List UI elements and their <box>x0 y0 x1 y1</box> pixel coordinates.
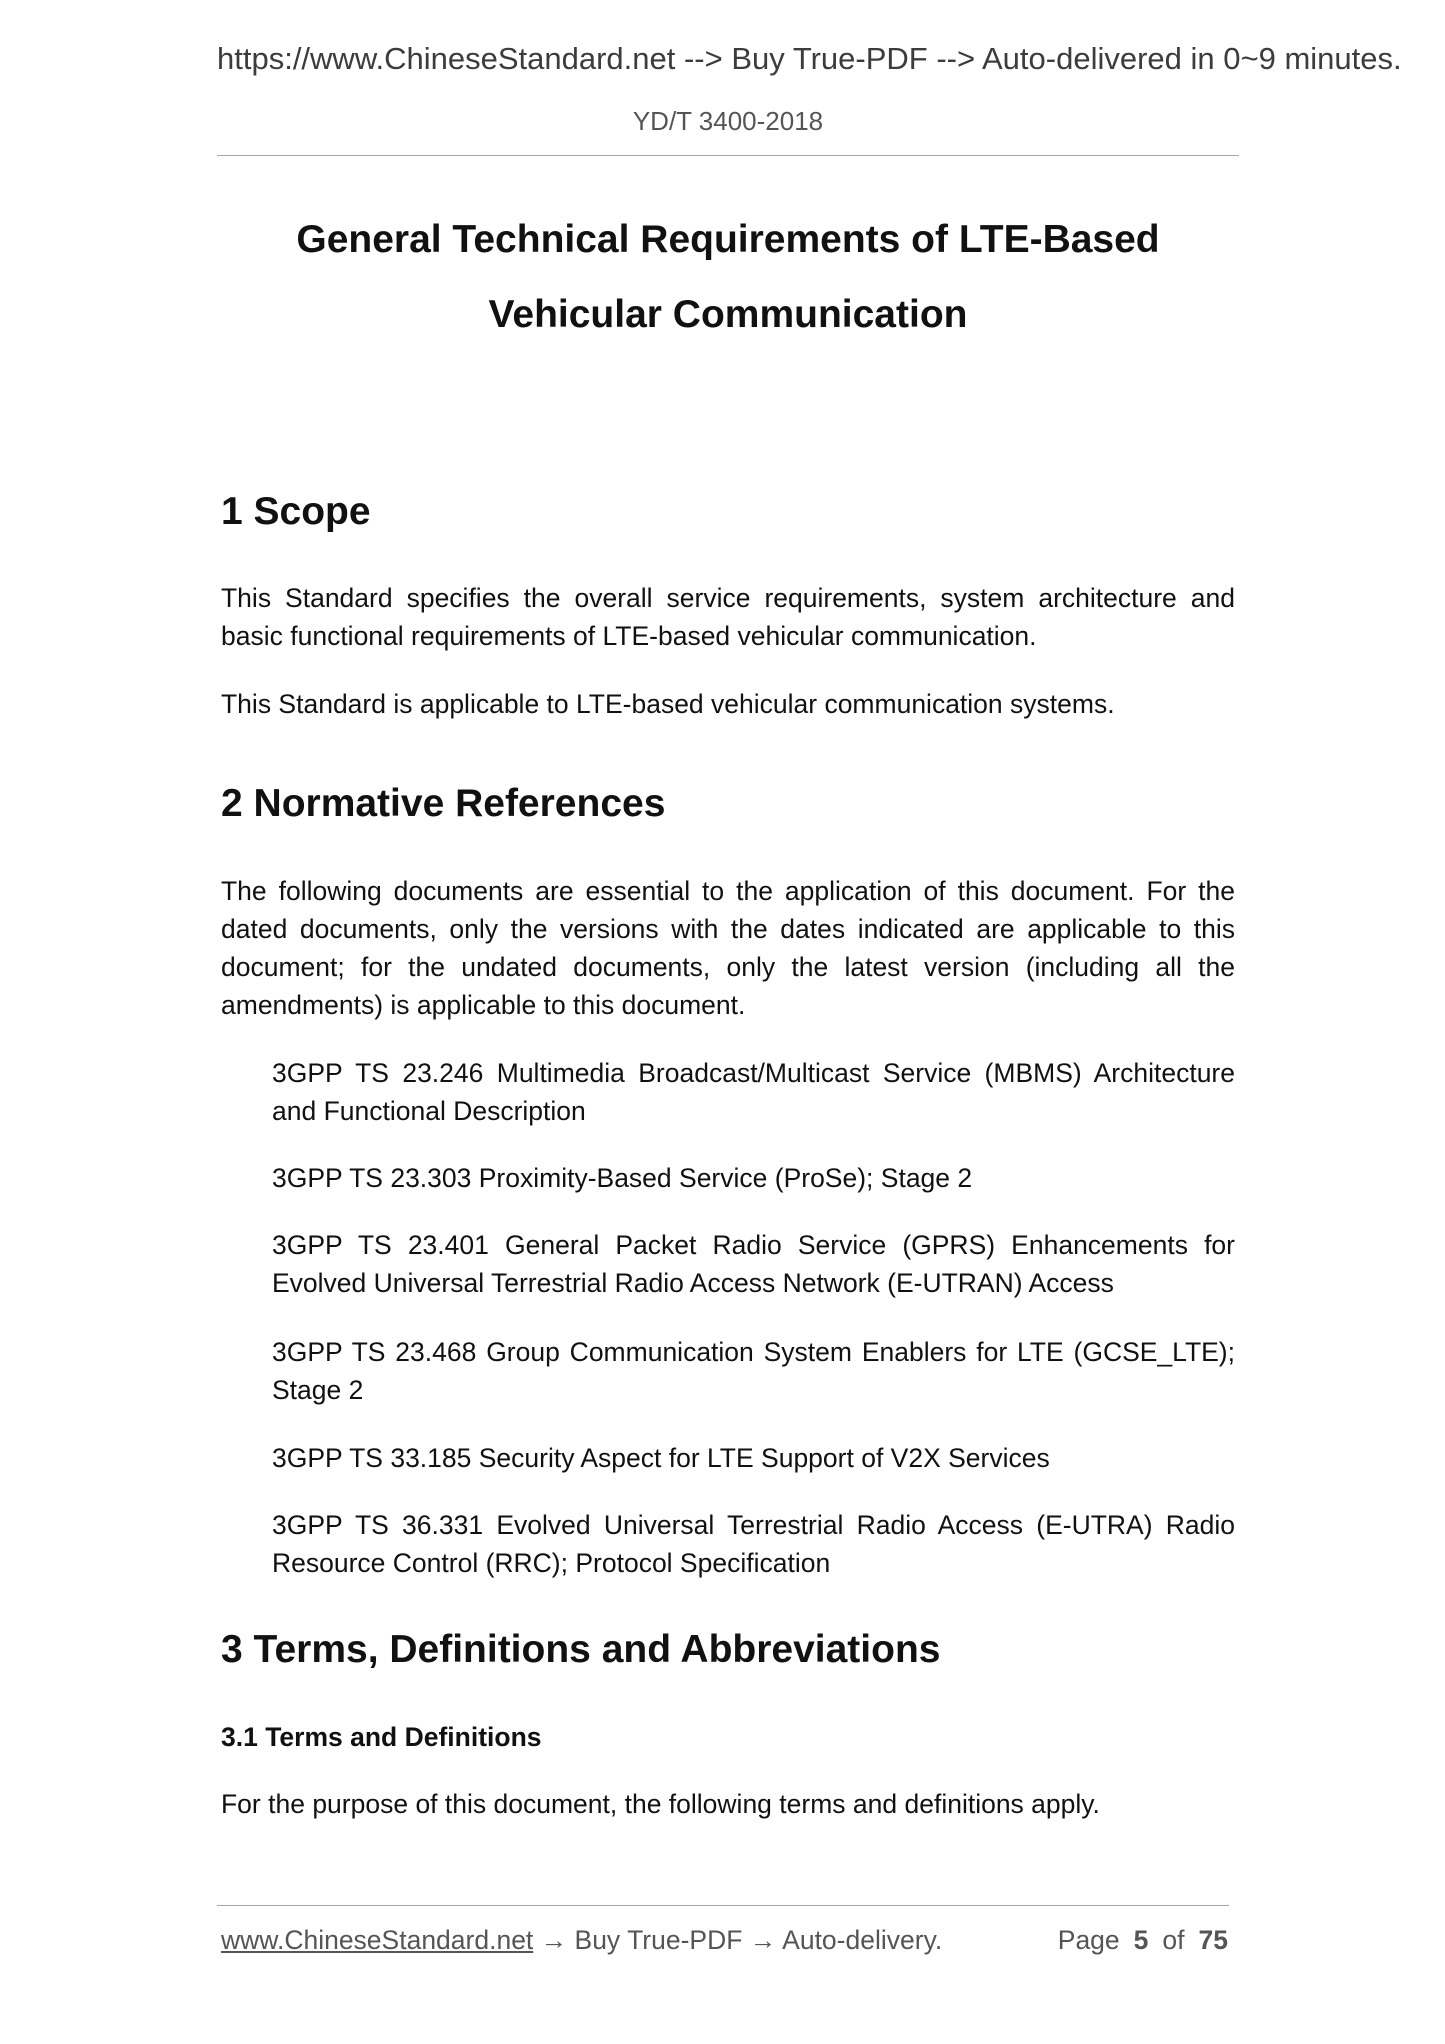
reference-item: 3GPP TS 23.303 Proximity-Based Service (ProSe); Stage 2 <box>272 1163 973 1193</box>
section-heading-normative-references: 2 Normative References <box>221 782 666 825</box>
scope-paragraph: This Standard specifies the overall service requirements, system architecture and basic functional requirements of LTE-based vehicular communication. <box>221 583 1235 651</box>
reference-item: 3GPP TS 23.468 Group Communication System Enablers for LTE (GCSE_LTE); Stage 2 <box>272 1337 1235 1405</box>
footer-promo <box>221 1923 942 1957</box>
page-of-label: of <box>1162 1925 1185 1955</box>
document-title-line-2: Vehicular Communication <box>488 293 968 336</box>
footer-site-link[interactable]: www.ChineseStandard.net <box>221 1925 534 1955</box>
section-heading-terms: 3 Terms, Definitions and Abbreviations <box>221 1628 941 1671</box>
header-rule <box>217 155 1239 156</box>
reference-item: 3GPP TS 23.401 General Packet Radio Service (GPRS) Enhancements for Evolved Universal Terrestrial Radio Access Network (E-UTRAN) Access <box>272 1230 1235 1298</box>
page-label: Page <box>1057 1925 1120 1955</box>
section-heading-scope: 1 Scope <box>221 490 371 533</box>
subsection-heading-terms-definitions: 3.1 Terms and Definitions <box>221 1722 542 1752</box>
page-total: 75 <box>1198 1925 1228 1955</box>
reference-item: 3GPP TS 36.331 Evolved Universal Terrestrial Radio Access (E-UTRA) Radio Resource Control (RRC); Protocol Specification <box>272 1510 1235 1578</box>
terms-intro: For the purpose of this document, the following terms and definitions apply. <box>221 1789 1100 1819</box>
page-number: 5 <box>1133 1925 1149 1955</box>
footer-promo-text: → Buy True-PDF → Auto-delivery. <box>533 1925 943 1955</box>
scope-paragraph: This Standard is applicable to LTE-based vehicular communication systems. <box>221 689 1115 719</box>
document-code: YD/T 3400-2018 <box>632 106 824 136</box>
footer-rule <box>217 1905 1229 1906</box>
normative-references-intro: The following documents are essential to the application of this document. For the dated documents, only the versions with the dates indicated are applicable to this document; for the undated documents, only the latest version (including all the amendments) is applicable to this document. <box>221 876 1235 1020</box>
document-title-line-1: General Technical Requirements of LTE-Based <box>296 218 1160 261</box>
reference-item: 3GPP TS 33.185 Security Aspect for LTE Support of V2X Services <box>272 1443 1050 1473</box>
page-indicator <box>1058 1923 1228 1957</box>
header-banner: https://www.ChineseStandard.net --> Buy True-PDF --> Auto-delivered in 0~9 minutes. <box>217 41 1402 76</box>
reference-item: 3GPP TS 23.246 Multimedia Broadcast/Multicast Service (MBMS) Architecture and Functional Description <box>272 1058 1235 1126</box>
